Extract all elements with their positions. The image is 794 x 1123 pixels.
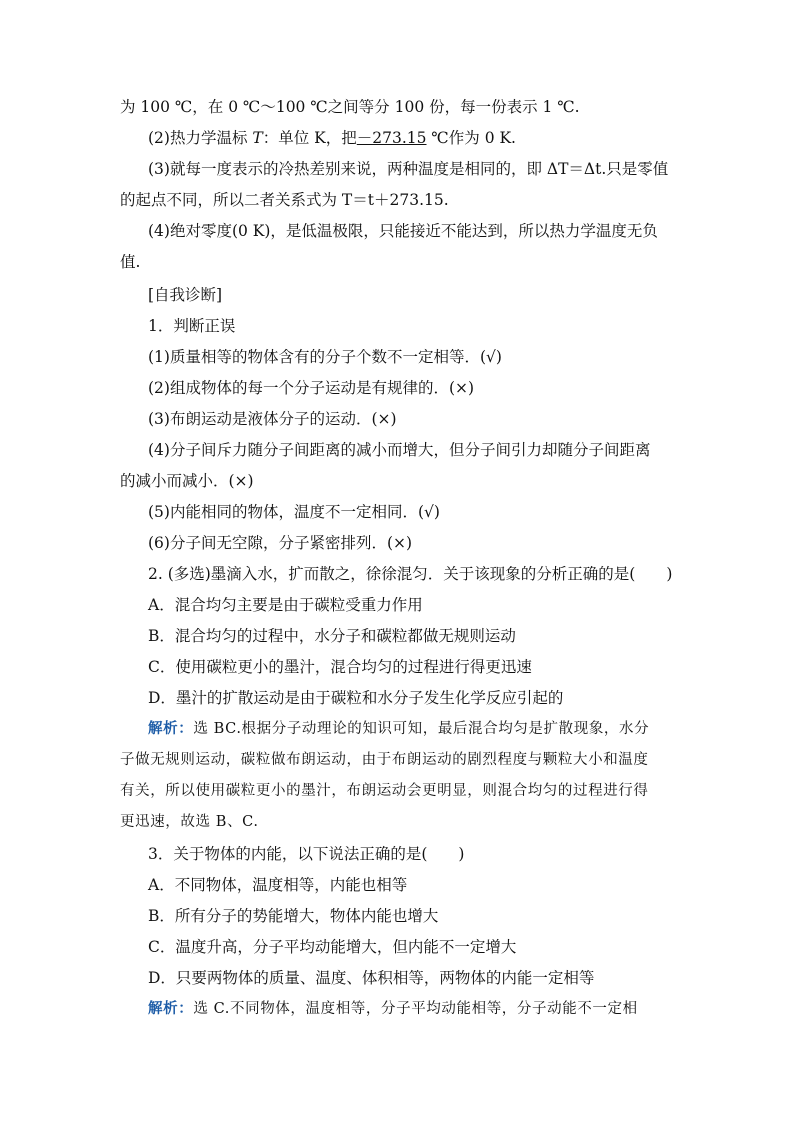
option-line: D．只要两物体的质量、温度、体积相等，两物体的内能一定相等: [148, 969, 595, 987]
option-line: C．使用碳粒更小的墨汁，混合均匀的过程进行得更迅速: [148, 658, 532, 676]
text-line: (2)组成物体的每一个分子运动是有规律的．(×): [148, 379, 475, 397]
underlined-value: －273.15: [356, 129, 427, 147]
option-line: D．墨汁的扩散运动是由于碳粒和水分子发生化学反应引起的: [148, 689, 564, 707]
explanation-label: 解析：: [148, 1000, 194, 1017]
text-segment: 选 C.不同物体，温度相等，分子平均动能相等，分子动能不一定相: [193, 1001, 638, 1017]
explanation-line: 子做无规则运动，碳粒做布朗运动，由于布朗运动的剧烈程度与颗粒大小和温度: [120, 752, 649, 768]
text-line: (3)布朗运动是液体分子的运动．(×): [148, 410, 397, 428]
text-line: [148, 128, 516, 148]
option-line: C．温度升高，分子平均动能增大，但内能不一定增大: [148, 938, 517, 956]
option-line: B．所有分子的势能增大，物体内能也增大: [148, 907, 439, 925]
text-line: (4)分子间斥力随分子间距离的减小而增大，但分子间引力却随分子间距离: [148, 441, 651, 459]
section-heading: [自我诊断]: [148, 286, 223, 304]
explanation-line: 更迅速，故选 B、C.: [120, 814, 259, 830]
text-line: (4)绝对零度(0 K)，是低温极限，只能接近不能达到，所以热力学温度无负: [148, 222, 658, 240]
option-line: A．混合均匀主要是由于碳粒受重力作用: [148, 596, 423, 614]
text-line: 的减小而减小．(×): [120, 472, 254, 490]
text-line: (3)就每一度表示的冷热差别来说，两种温度是相同的，即 ΔT＝Δt.只是零值: [148, 160, 669, 178]
text-line: 为 100 ℃，在 0 ℃～100 ℃之间等分 100 份，每一份表示 1 ℃.: [120, 98, 580, 116]
explanation-label: 解析：: [148, 720, 194, 737]
option-line: A．不同物体，温度相等，内能也相等: [148, 876, 408, 894]
option-line: B．混合均匀的过程中，水分子和碳粒都做无规则运动: [148, 627, 516, 645]
explanation-line: 有关，所以使用碳粒更小的墨汁，布朗运动会更明显，则混合均匀的过程进行得: [120, 783, 649, 799]
text-line: 的起点不同，所以二者关系式为 T＝t＋273.15.: [120, 191, 449, 209]
text-segment: ℃作为 0 K.: [426, 129, 516, 147]
math-symbol: T: [252, 129, 263, 147]
text-line: (1)质量相等的物体含有的分子个数不一定相等．(√): [148, 348, 502, 366]
text-line: (5)内能相同的物体，温度不一定相同．(√): [148, 503, 440, 521]
text-line: 1．判断正误: [148, 317, 236, 335]
explanation-line: [148, 999, 638, 1019]
text-line: 值.: [120, 253, 141, 271]
question-line: 3．关于物体的内能，以下说法正确的是( ): [148, 845, 465, 863]
text-segment: 选 BC.根据分子动理论的知识可知，最后混合均匀是扩散现象，水分: [193, 721, 650, 737]
explanation-line: [148, 719, 649, 739]
question-line: 2. (多选)墨滴入水，扩而散之，徐徐混匀．关于该现象的分析正确的是( ): [148, 565, 673, 583]
text-line: (6)分子间无空隙，分子紧密排列．(×): [148, 534, 413, 552]
text-segment: ：单位 K，把: [262, 129, 357, 147]
text-segment: (2)热力学温标: [148, 129, 253, 147]
